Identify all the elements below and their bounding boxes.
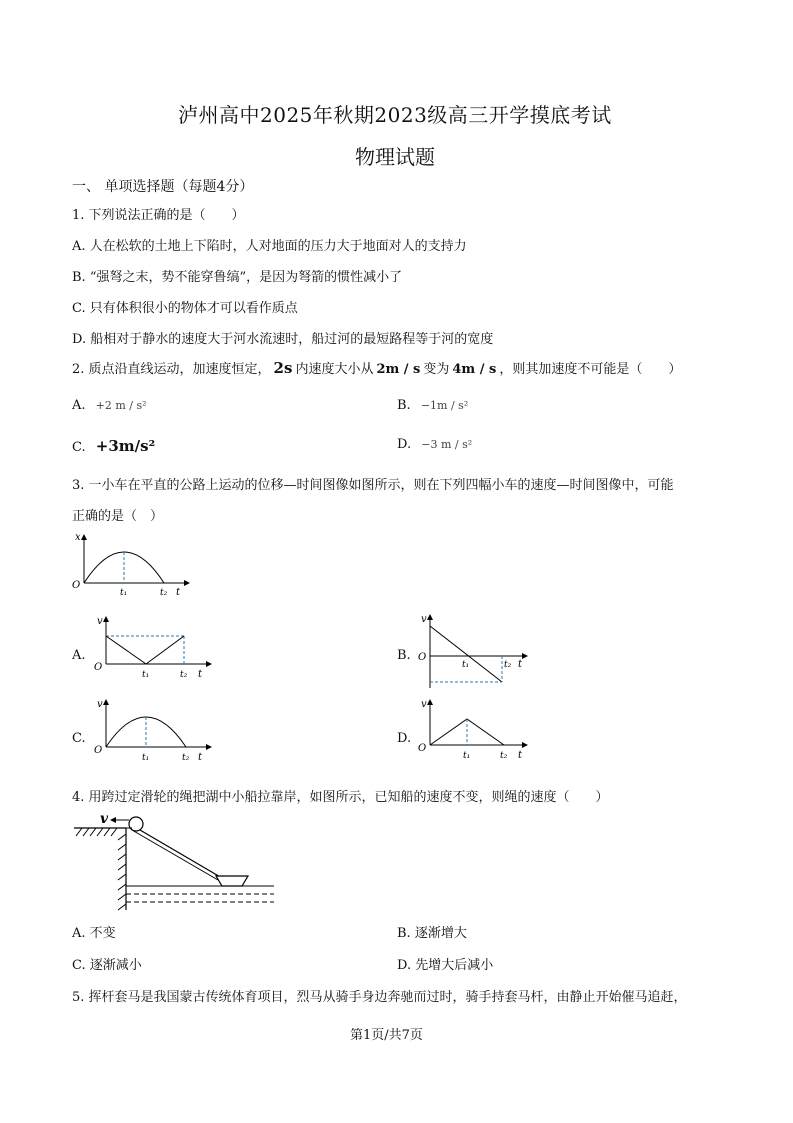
question-1-option-d: D. 船相对于静水的速度大于河水流速时，船过河的最短路程等于河的宽度 [72, 332, 494, 347]
vt-c-t2-label: t₂ [182, 753, 190, 763]
q2-stem-c: 内速度大小从 [295, 362, 374, 377]
q2-stem-g: ，则其加速度不可能是（ ） [499, 362, 682, 377]
q3-option-b-label: B. [397, 648, 411, 663]
velocity-v-label: v [100, 811, 109, 827]
xt-t2-label: t₂ [160, 588, 168, 598]
vt-b-axis-t-label: t [518, 659, 523, 670]
q3-option-a-label: A. [72, 648, 86, 663]
section-heading: 一、 单项选择题（每题4分） [72, 179, 254, 195]
q3-option-c-label: C. [72, 731, 86, 746]
vt-c-axis-v-label: v [97, 699, 103, 710]
q2-time: 2s [273, 359, 293, 377]
vt-graph-a [94, 614, 214, 684]
xt-t1-label: t₁ [120, 588, 128, 598]
question-2-option-a [72, 398, 147, 413]
question-2-option-d [397, 437, 472, 452]
question-1-option-a: A. 人在松软的土地上下陷时，人对地面的压力大于地面对人的支持力 [72, 239, 467, 254]
vt-b-axis-v-label: v [421, 614, 427, 625]
q2-opt-b-value: −1m / s² [420, 399, 469, 412]
vt-d-origin-label: O [418, 743, 427, 754]
page-title: 泸州高中2025年秋期2023级高三开学摸底考试 [178, 103, 612, 127]
q2-v2: 4m / s [452, 362, 497, 377]
question-4-stem: 4. 用跨过定滑轮的绳把湖中小船拉靠岸，如图所示，已知船的速度不变，则绳的速度（ ） [72, 790, 609, 805]
question-2-option-b [397, 398, 468, 413]
question-5-stem: 5. 挥杆套马是我国蒙古传统体育项目，烈马从骑手身边奔驰而过时，骑手持套马杆，由静止开始催马追赶， [72, 990, 687, 1005]
q2-opt-a-label: A. [72, 398, 86, 413]
question-1-stem: 1. 下列说法正确的是（ ） [72, 208, 245, 223]
question-3-stem-line-2: 正确的是（ ） [72, 509, 164, 524]
vt-c-origin-label: O [94, 745, 103, 756]
vt-d-t1-label: t₁ [463, 751, 471, 761]
vt-d-t2-label: t₂ [500, 751, 508, 761]
vt-b-t2-label: t₂ [504, 660, 512, 670]
q2-opt-a-value: +2 m / s² [95, 399, 147, 412]
q2-opt-b-label: B. [397, 398, 411, 413]
q2-v1: 2m / s [376, 362, 421, 377]
vt-d-axis-t-label: t [518, 750, 523, 761]
xt-graph [72, 532, 192, 602]
question-4-option-a: A. 不变 [72, 926, 116, 941]
question-1-option-b: B. “强弩之末，势不能穿鲁缟”，是因为弩箭的惯性减小了 [72, 270, 403, 285]
vt-a-axis-v-label: v [97, 616, 103, 627]
q2-stem-a: 2. 质点沿直线运动，加速度恒定， [72, 362, 271, 377]
vt-a-origin-label: O [94, 662, 103, 673]
pulley-boat-diagram [72, 810, 282, 910]
q2-opt-d-label: D. [397, 437, 412, 452]
question-4-option-c: C. 逐渐减小 [72, 958, 142, 973]
question-4-option-d: D. 先增大后减小 [397, 958, 494, 973]
vt-graph-c [94, 697, 214, 767]
xt-axis-x-label: x [75, 532, 81, 543]
vt-c-axis-t-label: t [198, 752, 203, 763]
question-3-stem-line-1: 3. 一小车在平直的公路上运动的位移—时间图像如图所示，则在下列四幅小车的速度—时间图像中，可能 [72, 478, 674, 493]
vt-a-t2-label: t₂ [180, 670, 188, 680]
vt-b-origin-label: O [418, 652, 427, 663]
question-4-option-b: B. 逐渐增大 [397, 926, 467, 941]
q2-opt-c-value: +3m/s² [95, 437, 156, 455]
vt-b-t1-label: t₁ [462, 660, 470, 670]
q2-stem-e: 变为 [423, 362, 450, 377]
vt-c-t1-label: t₁ [142, 753, 150, 763]
q2-opt-c-label: C. [72, 440, 86, 455]
q2-opt-d-value: −3 m / s² [421, 438, 473, 451]
page-number: 第1页/共7页 [350, 1028, 423, 1043]
page-subtitle: 物理试题 [355, 145, 435, 169]
question-2-option-c [72, 437, 155, 455]
vt-a-t1-label: t₁ [142, 670, 150, 680]
q3-option-d-label: D. [397, 731, 412, 746]
question-2-stem [72, 358, 681, 377]
vt-graph-d [418, 697, 538, 767]
vt-a-axis-t-label: t [198, 669, 203, 680]
question-1-option-c: C. 只有体积很小的物体才可以看作质点 [72, 301, 298, 316]
xt-axis-t-label: t [176, 587, 181, 598]
vt-graph-b [418, 612, 538, 692]
xt-origin-label: O [72, 580, 81, 591]
vt-d-axis-v-label: v [421, 699, 427, 710]
